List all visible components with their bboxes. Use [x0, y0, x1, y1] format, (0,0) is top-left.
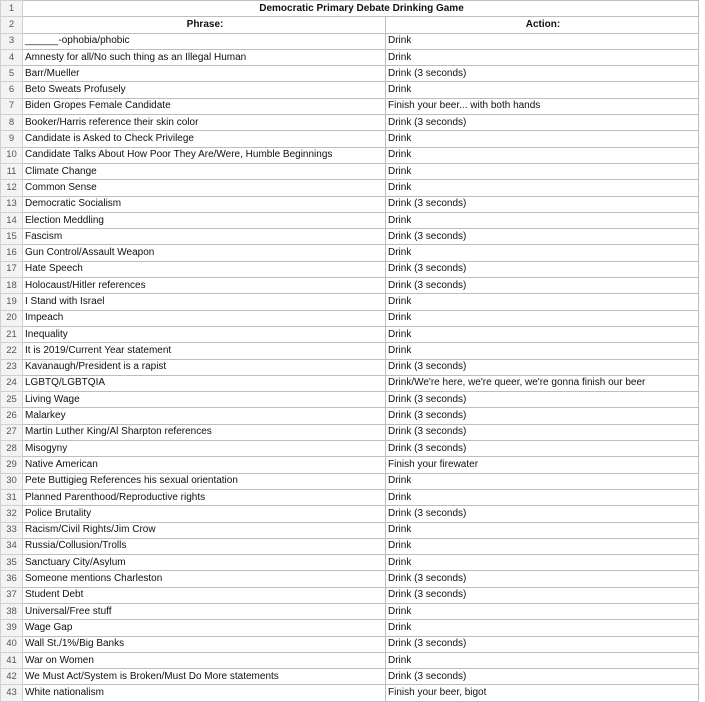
action-cell[interactable]: Drink [386, 49, 699, 65]
action-cell[interactable]: Drink (3 seconds) [386, 571, 699, 587]
table-row [1, 180, 699, 196]
phrase-cell[interactable]: White nationalism [23, 685, 386, 701]
action-cell[interactable]: Drink [386, 82, 699, 98]
action-cell[interactable]: Drink [386, 310, 699, 326]
action-cell[interactable]: Drink [386, 131, 699, 147]
row-number[interactable]: 35 [1, 555, 23, 571]
row-number[interactable]: 23 [1, 359, 23, 375]
row-number[interactable]: 38 [1, 603, 23, 619]
row-number[interactable]: 15 [1, 229, 23, 245]
table-row [1, 441, 699, 457]
phrase-cell[interactable]: We Must Act/System is Broken/Must Do More statements [23, 669, 386, 685]
row-number[interactable]: 42 [1, 669, 23, 685]
table-row [1, 603, 699, 619]
phrase-cell[interactable]: Martin Luther King/Al Sharpton references [23, 424, 386, 440]
action-cell[interactable]: Drink [386, 538, 699, 554]
phrase-cell[interactable]: Sanctuary City/Asylum [23, 555, 386, 571]
row-number[interactable]: 12 [1, 180, 23, 196]
action-cell[interactable]: Drink [386, 620, 699, 636]
row-number[interactable]: 10 [1, 147, 23, 163]
row-number[interactable]: 32 [1, 506, 23, 522]
action-cell[interactable]: Drink (3 seconds) [386, 359, 699, 375]
phrase-cell[interactable]: Democratic Socialism [23, 196, 386, 212]
row-number[interactable]: 9 [1, 131, 23, 147]
phrase-cell[interactable]: Fascism [23, 229, 386, 245]
action-cell[interactable]: Drink [386, 603, 699, 619]
title-row [1, 1, 699, 17]
row-number[interactable]: 36 [1, 571, 23, 587]
table-row [1, 652, 699, 668]
phrase-cell[interactable]: Climate Change [23, 163, 386, 179]
action-cell[interactable]: Drink [386, 294, 699, 310]
phrase-cell[interactable]: Impeach [23, 310, 386, 326]
table-row [1, 636, 699, 652]
action-cell[interactable]: Drink [386, 245, 699, 261]
sheet-title[interactable]: Democratic Primary Debate Drinking Game [23, 1, 699, 17]
action-cell[interactable]: Drink (3 seconds) [386, 229, 699, 245]
phrase-cell[interactable]: Universal/Free stuff [23, 603, 386, 619]
table-row [1, 522, 699, 538]
table-row [1, 555, 699, 571]
action-cell[interactable]: Drink [386, 473, 699, 489]
action-cell[interactable]: Drink [386, 163, 699, 179]
row-number[interactable]: 19 [1, 294, 23, 310]
table-row [1, 506, 699, 522]
phrase-cell[interactable]: Holocaust/Hitler references [23, 278, 386, 294]
phrase-cell[interactable]: Russia/Collusion/Trolls [23, 538, 386, 554]
action-cell[interactable]: Drink (3 seconds) [386, 115, 699, 131]
phrase-cell[interactable]: Barr/Mueller [23, 66, 386, 82]
phrase-cell[interactable]: Police Brutality [23, 506, 386, 522]
action-cell[interactable]: Drink (3 seconds) [386, 408, 699, 424]
action-cell[interactable]: Drink (3 seconds) [386, 441, 699, 457]
phrase-cell[interactable]: Kavanaugh/President is a rapist [23, 359, 386, 375]
phrase-cell[interactable]: LGBTQ/LGBTQIA [23, 375, 386, 391]
header-row [1, 17, 699, 33]
table-row [1, 587, 699, 603]
phrase-cell[interactable]: Booker/Harris reference their skin color [23, 115, 386, 131]
phrase-cell[interactable]: Malarkey [23, 408, 386, 424]
table-row [1, 49, 699, 65]
table-row [1, 310, 699, 326]
phrase-cell[interactable]: Native American [23, 457, 386, 473]
row-number[interactable]: 25 [1, 392, 23, 408]
phrase-cell[interactable]: Election Meddling [23, 212, 386, 228]
action-cell[interactable]: Drink (3 seconds) [386, 636, 699, 652]
table-row [1, 278, 699, 294]
phrase-cell[interactable]: Common Sense [23, 180, 386, 196]
table-row [1, 620, 699, 636]
table-row [1, 473, 699, 489]
table-row [1, 115, 699, 131]
row-number[interactable]: 26 [1, 408, 23, 424]
table-row [1, 261, 699, 277]
row-number[interactable]: 5 [1, 66, 23, 82]
row-number[interactable]: 28 [1, 441, 23, 457]
phrase-cell[interactable]: Someone mentions Charleston [23, 571, 386, 587]
table-row [1, 131, 699, 147]
phrase-cell[interactable]: Pete Buttigieg References his sexual orientation [23, 473, 386, 489]
action-cell[interactable]: Drink (3 seconds) [386, 392, 699, 408]
table-row [1, 212, 699, 228]
row-number[interactable]: 6 [1, 82, 23, 98]
action-cell[interactable]: Drink (3 seconds) [386, 66, 699, 82]
phrase-cell[interactable]: It is 2019/Current Year statement [23, 343, 386, 359]
action-header[interactable]: Action: [386, 17, 699, 33]
phrase-cell[interactable]: Wage Gap [23, 620, 386, 636]
phrase-cell[interactable]: Living Wage [23, 392, 386, 408]
phrase-cell[interactable]: ______-ophobia/phobic [23, 33, 386, 49]
row-number[interactable]: 17 [1, 261, 23, 277]
table-row [1, 489, 699, 505]
row-number[interactable]: 34 [1, 538, 23, 554]
row-number[interactable]: 39 [1, 620, 23, 636]
row-number[interactable]: 27 [1, 424, 23, 440]
action-cell[interactable]: Drink (3 seconds) [386, 424, 699, 440]
table-row [1, 359, 699, 375]
phrase-cell[interactable]: Misogyny [23, 441, 386, 457]
row-number[interactable]: 21 [1, 326, 23, 342]
action-cell[interactable]: Drink/We're here, we're queer, we're gonna finish our beer [386, 375, 699, 391]
table-row [1, 82, 699, 98]
table-row [1, 457, 699, 473]
table-row [1, 66, 699, 82]
action-cell[interactable]: Drink [386, 652, 699, 668]
phrase-header[interactable]: Phrase: [23, 17, 386, 33]
row-number[interactable]: 4 [1, 49, 23, 65]
action-cell[interactable]: Drink [386, 147, 699, 163]
row-number[interactable]: 30 [1, 473, 23, 489]
row-number[interactable]: 20 [1, 310, 23, 326]
phrase-cell[interactable]: Wall St./1%/Big Banks [23, 636, 386, 652]
phrase-cell[interactable]: Beto Sweats Profusely [23, 82, 386, 98]
row-number[interactable]: 13 [1, 196, 23, 212]
phrase-cell[interactable]: I Stand with Israel [23, 294, 386, 310]
phrase-cell[interactable]: Gun Control/Assault Weapon [23, 245, 386, 261]
row-number[interactable]: 43 [1, 685, 23, 701]
table-row [1, 245, 699, 261]
phrase-cell[interactable]: Racism/Civil Rights/Jim Crow [23, 522, 386, 538]
action-cell[interactable]: Finish your beer... with both hands [386, 98, 699, 114]
phrase-cell[interactable]: Hate Speech [23, 261, 386, 277]
row-number[interactable]: 33 [1, 522, 23, 538]
action-cell[interactable]: Drink (3 seconds) [386, 587, 699, 603]
row-number[interactable]: 8 [1, 115, 23, 131]
action-cell[interactable]: Drink [386, 212, 699, 228]
action-cell[interactable]: Drink (3 seconds) [386, 261, 699, 277]
row-number[interactable]: 1 [1, 1, 23, 17]
table-row [1, 424, 699, 440]
row-number[interactable]: 41 [1, 652, 23, 668]
action-cell[interactable]: Drink [386, 343, 699, 359]
table-row [1, 669, 699, 685]
action-cell[interactable]: Finish your beer, bigot [386, 685, 699, 701]
table-row [1, 538, 699, 554]
table-row [1, 571, 699, 587]
table-row [1, 33, 699, 49]
phrase-cell[interactable]: Planned Parenthood/Reproductive rights [23, 489, 386, 505]
table-row [1, 147, 699, 163]
row-number[interactable]: 3 [1, 33, 23, 49]
phrase-cell[interactable]: Candidate is Asked to Check Privilege [23, 131, 386, 147]
action-cell[interactable]: Drink (3 seconds) [386, 196, 699, 212]
phrase-cell[interactable]: Amnesty for all/No such thing as an Illegal Human [23, 49, 386, 65]
row-number[interactable]: 40 [1, 636, 23, 652]
table-row [1, 326, 699, 342]
action-cell[interactable]: Drink (3 seconds) [386, 506, 699, 522]
row-number[interactable]: 11 [1, 163, 23, 179]
action-cell[interactable]: Drink [386, 489, 699, 505]
phrase-cell[interactable]: Candidate Talks About How Poor They Are/Were, Humble Beginnings [23, 147, 386, 163]
phrase-cell[interactable]: War on Women [23, 652, 386, 668]
action-cell[interactable]: Drink [386, 555, 699, 571]
row-number[interactable]: 2 [1, 17, 23, 33]
action-cell[interactable]: Drink [386, 33, 699, 49]
action-cell[interactable]: Drink [386, 522, 699, 538]
phrase-cell[interactable]: Student Debt [23, 587, 386, 603]
table-row [1, 294, 699, 310]
row-number[interactable]: 29 [1, 457, 23, 473]
row-number[interactable]: 22 [1, 343, 23, 359]
table-row [1, 229, 699, 245]
row-number[interactable]: 24 [1, 375, 23, 391]
row-number[interactable]: 14 [1, 212, 23, 228]
row-number[interactable]: 7 [1, 98, 23, 114]
table-row [1, 343, 699, 359]
action-cell[interactable]: Drink (3 seconds) [386, 278, 699, 294]
table-row [1, 392, 699, 408]
action-cell[interactable]: Drink [386, 180, 699, 196]
row-number[interactable]: 16 [1, 245, 23, 261]
phrase-cell[interactable]: Inequality [23, 326, 386, 342]
action-cell[interactable]: Finish your firewater [386, 457, 699, 473]
phrase-cell[interactable]: Biden Gropes Female Candidate [23, 98, 386, 114]
table-row [1, 408, 699, 424]
action-cell[interactable]: Drink [386, 326, 699, 342]
table-row [1, 685, 699, 701]
row-number[interactable]: 31 [1, 489, 23, 505]
action-cell[interactable]: Drink (3 seconds) [386, 669, 699, 685]
table-row [1, 98, 699, 114]
table-row [1, 375, 699, 391]
table-row [1, 196, 699, 212]
row-number[interactable]: 18 [1, 278, 23, 294]
table-row [1, 163, 699, 179]
row-number[interactable]: 37 [1, 587, 23, 603]
